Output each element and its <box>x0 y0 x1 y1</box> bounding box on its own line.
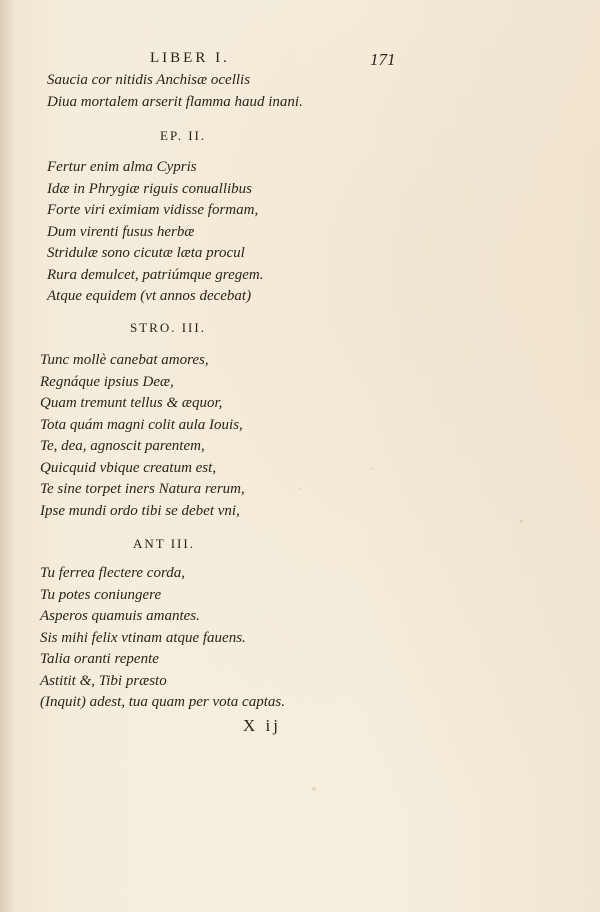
verse-line: Te sine torpet iners Natura rerum, <box>40 481 245 497</box>
verse-block-antistrophe <box>40 563 285 714</box>
verse-line: Tu potes coniungere <box>40 586 162 603</box>
page-gutter-shadow <box>0 0 14 912</box>
verse-line: Sis mihi felix vtinam atque fauens. <box>40 629 246 646</box>
verse-line: Talia oranti repente <box>40 651 159 667</box>
verse-line: Saucia cor nitidis Anchisæ ocellis <box>47 72 251 88</box>
section-heading-strophe: STRO. III. <box>130 320 206 335</box>
verse-line: Ipse mundi ordo tibi se debet vni, <box>40 502 240 519</box>
section-heading-antistrophe: ANT III. <box>133 536 195 551</box>
verse-line: Asperos quamuis amantes. <box>40 608 200 624</box>
verse-line: Tota quám magni colit aula Iouis, <box>40 416 243 433</box>
verse-line: Tu ferrea flectere corda, <box>40 565 185 581</box>
verse-line: Regnáque ipsius Deæ, <box>40 373 174 390</box>
running-head: LIBER I. <box>150 50 230 66</box>
verse-line: Stridulæ sono cicutæ læta procul <box>47 245 245 261</box>
section-heading-epode: EP. II. <box>160 128 207 143</box>
verse-line: Atque equidem (vt annos decebat) <box>47 288 252 304</box>
foxing-spot <box>371 468 373 470</box>
foxing-spot <box>312 787 316 791</box>
verse-line: Idæ in Phrygiæ riguis conuallibus <box>47 180 253 197</box>
verse-line: (Inquit) adest, tua quam per vota captas. <box>40 694 285 710</box>
verse-line: Dum virenti fusus herbæ <box>47 223 195 240</box>
verse-block-epode <box>47 157 263 308</box>
page-number: 171 <box>370 50 396 69</box>
verse-line: Te, dea, agnoscit parentem, <box>40 438 205 454</box>
verse-line: Quicquid vbique creatum est, <box>40 459 217 476</box>
verse-line: Diua mortalem arserit flamma haud inani. <box>47 93 303 110</box>
verse-line: Rura demulcet, patriúmque gregem. <box>47 266 264 283</box>
verse-line: Astitit &, Tibi præsto <box>40 672 167 689</box>
foxing-spot <box>520 520 523 523</box>
verse-line: Forte viri eximiam vidisse formam, <box>47 202 259 218</box>
signature-mark: X ij <box>243 716 281 735</box>
verse-block-epode-end <box>47 70 303 113</box>
verse-line: Tunc mollè canebat amores, <box>40 352 209 368</box>
foxing-spot <box>299 488 301 490</box>
verse-block-strophe <box>40 350 245 522</box>
verse-line: Quam tremunt tellus & æquor, <box>40 395 223 411</box>
verse-line: Fertur enim alma Cypris <box>47 159 197 175</box>
